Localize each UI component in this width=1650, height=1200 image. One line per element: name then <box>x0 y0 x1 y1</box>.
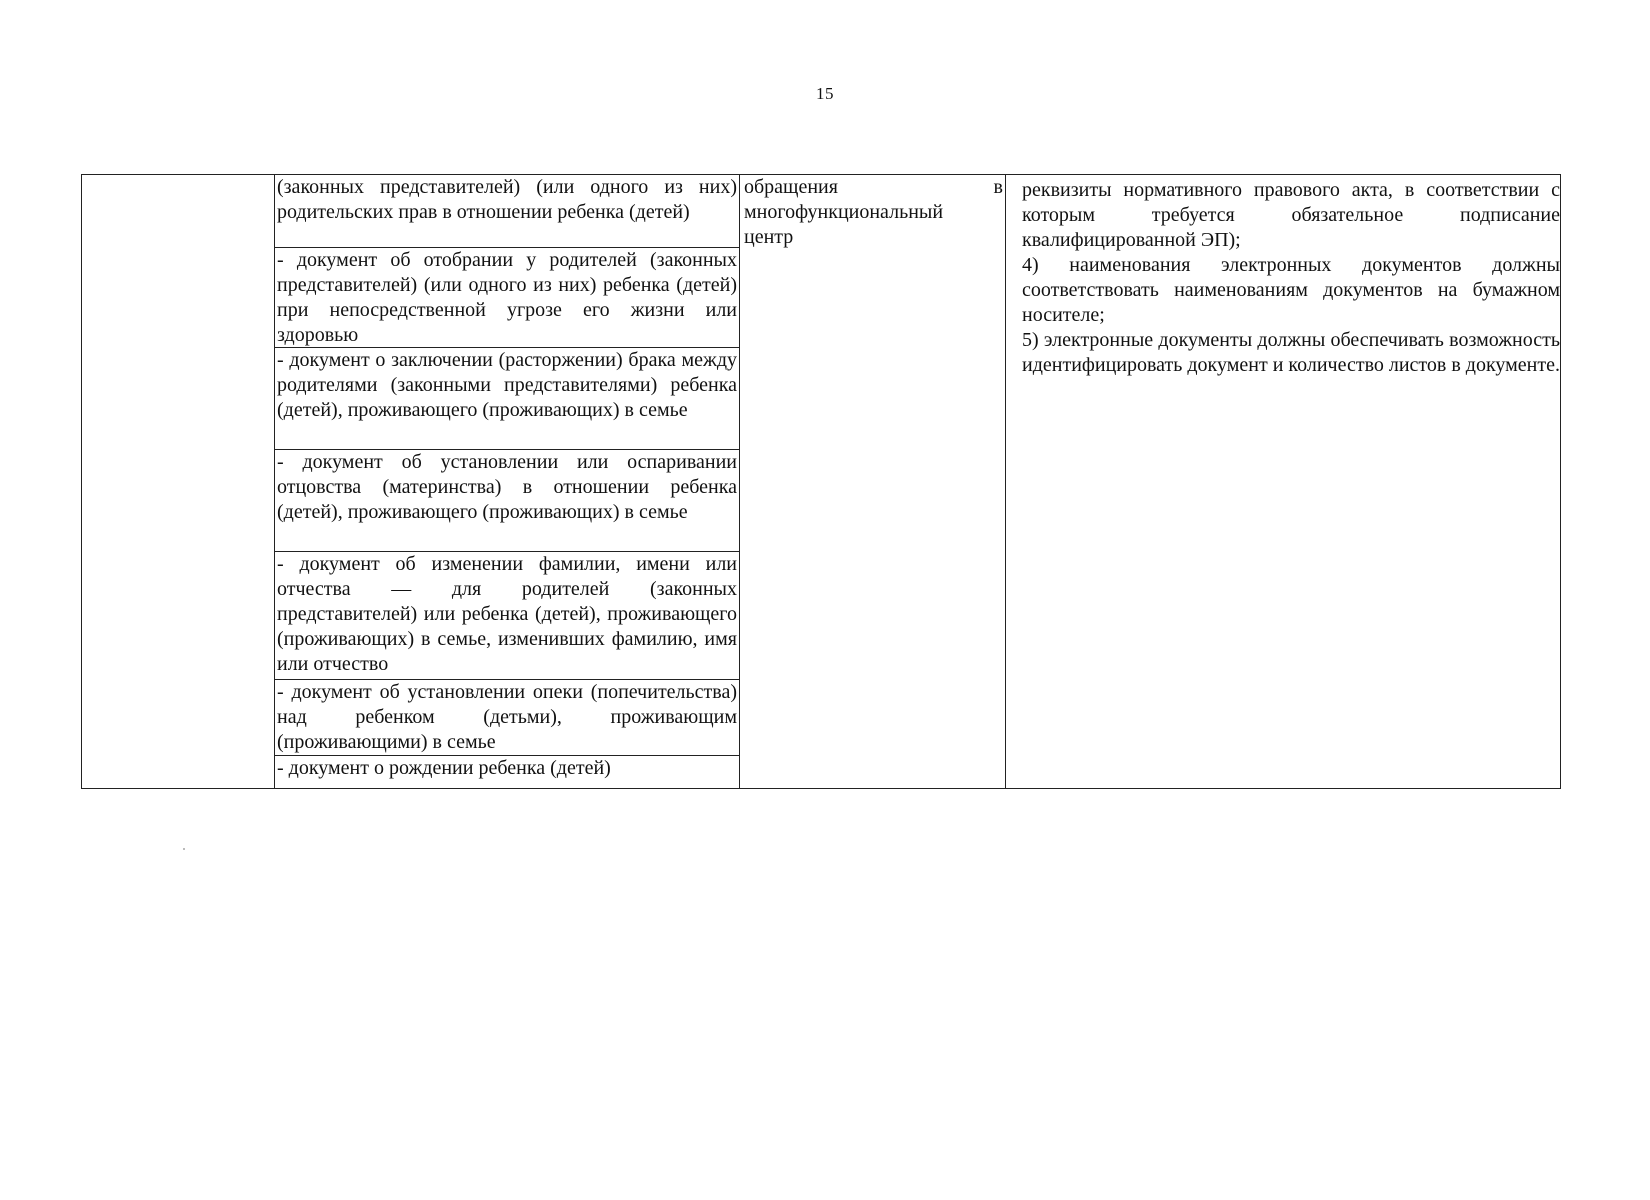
table-column-method <box>740 175 1006 788</box>
table-column-documents <box>275 175 740 788</box>
document-item: - документ об установлении или оспаривании отцовства (материнства) в отношении ребенка (детей), проживающего (проживающих) в семье <box>275 450 739 552</box>
method-line-2: многофункциональный <box>744 201 944 223</box>
requirement-item: реквизиты нормативного правового акта, в соответствии с которым требуется обязательное подписание квалифицированной ЭП); <box>1022 179 1560 251</box>
document-item: - документ о заключении (расторжении) брака между родителями (законными представителями) ребенка (детей), проживающего (проживающих) в семье <box>275 348 739 450</box>
table-column-empty <box>82 175 275 788</box>
table-column-requirements <box>1006 175 1560 788</box>
requirement-item: 5) электронные документы должны обеспечивать возможность идентифицировать документ и количество листов в документе. <box>1022 329 1560 376</box>
document-table <box>81 174 1561 789</box>
document-item: - документ об установлении опеки (попечительства) над ребенком (детьми), проживающим (проживающими) в семье <box>275 680 739 756</box>
method-line-3: центр <box>744 226 794 248</box>
scan-speck <box>183 848 185 850</box>
document-item: - документ об отобрании у родителей (законных представителей) (или одного из них) ребенка (детей) при непосредственной угрозе его жизни или здоровью <box>277 249 737 346</box>
method-word: обращения <box>744 176 838 198</box>
page-number: 15 <box>816 84 834 103</box>
method-preposition: в <box>993 176 1003 198</box>
document-item: - документ об изменении фамилии, имени или отчества — для родителей (законных представителей) или ребенка (детей), проживающего (проживающих) в семье, изменивших фамилию, имя или отчество <box>275 552 739 680</box>
requirement-item: 4) наименования электронных документов должны соответствовать наименованиям документов на бумажном носителе; <box>1022 254 1560 326</box>
document-item: - документ о рождении ребенка (детей) <box>277 757 611 779</box>
submission-method <box>740 175 1005 250</box>
document-item: (законных представителей) (или одного из них) родительских прав в отношении ребенка (детей) <box>275 175 739 248</box>
